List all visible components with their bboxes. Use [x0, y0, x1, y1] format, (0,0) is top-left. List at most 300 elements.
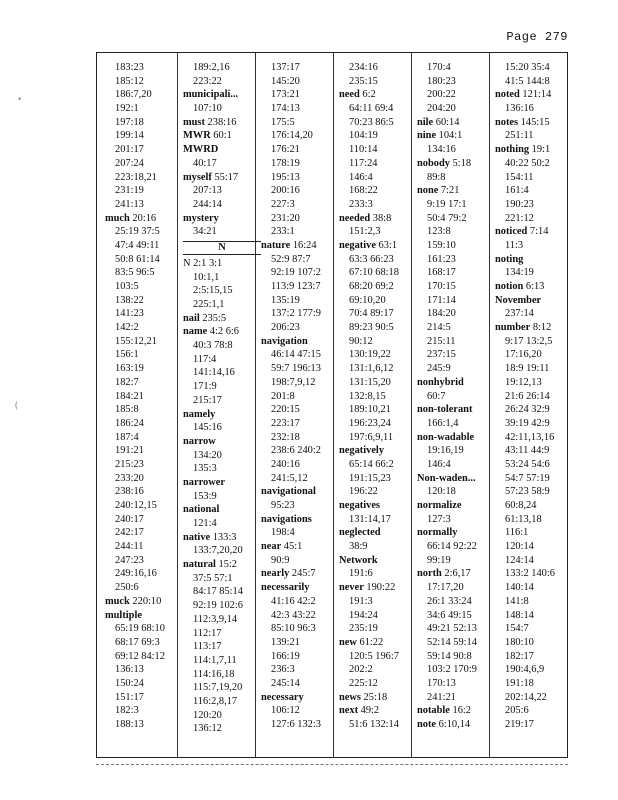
index-headword-entry [183, 325, 261, 339]
page-line-reference: 176:14,20 [271, 130, 313, 142]
headword: number [495, 322, 531, 334]
headword: negatives [339, 500, 380, 511]
headword: nobody [417, 157, 450, 169]
page-line-reference: 60:8,24 [505, 500, 537, 511]
page-line-reference: 159:10 [427, 239, 456, 251]
index-headword-entry [261, 691, 339, 705]
headword: north [417, 568, 442, 580]
page-line-reference: 6:10,14 [436, 719, 471, 730]
index-headword-entry [339, 554, 417, 568]
headword: nonhybrid [417, 376, 464, 388]
page-line-reference: 134:20 [193, 449, 222, 461]
page-line-reference: 50:8 61:14 [115, 253, 160, 265]
page-line-reference: 170:13 [427, 677, 456, 689]
page-line-reference: 17:17,20 [427, 582, 464, 594]
page-line-reference: 240:16 [271, 458, 300, 470]
index-headword-entry [417, 704, 495, 718]
index-headword-entry [495, 88, 573, 102]
page-line-reference: 7:14 [527, 226, 549, 238]
page-line-reference: 92:19 102:6 [193, 600, 243, 612]
page-line-reference: 45:1 [281, 541, 303, 553]
page-line-reference: 245:14 [271, 677, 300, 689]
page-line-reference: 116:2,8,17 [193, 695, 238, 707]
headword: navigation [261, 335, 308, 347]
headword: none [417, 185, 439, 197]
page-line-reference: 37:5 57:1 [193, 572, 233, 584]
headword: neglected [339, 527, 381, 539]
headword: muck [105, 595, 130, 607]
page-line-reference: 202:14,22 [505, 691, 547, 703]
page-line-reference: 69:10,20 [349, 294, 386, 306]
page-line-reference: 140:14 [505, 582, 534, 594]
page-line-reference: 187:4 [115, 431, 139, 443]
page-line-reference: 189:2,16 [193, 62, 230, 73]
headword: new [339, 636, 357, 648]
index-headword-entry [183, 408, 261, 422]
page-line-reference: 244:14 [193, 198, 222, 210]
headword: native [183, 531, 211, 543]
page-line-reference: 191:21 [115, 445, 144, 457]
page-line-reference: 19:1 [529, 144, 551, 156]
page-line-reference: 171:9 [193, 381, 217, 393]
page-line-reference: 25:19 37:5 [115, 226, 160, 238]
margin-mark: { [14, 400, 19, 410]
index-headword-entry [495, 280, 573, 294]
headword: necessarily [261, 582, 310, 594]
index-headword-entry [261, 540, 339, 554]
page-line-reference: 139:21 [271, 636, 300, 648]
page-line-reference: 233:20 [115, 472, 144, 484]
headword: multiple [105, 609, 142, 621]
page-line-reference: 89:23 90:5 [349, 322, 394, 334]
page-line-reference: 178:19 [271, 157, 300, 169]
index-headword-entry [417, 718, 495, 732]
page-line-reference: 112:3,9,14 [193, 613, 238, 625]
page-line-reference: 92:19 107:2 [271, 267, 321, 279]
page-line-reference: 2:5:15,15 [193, 285, 233, 297]
page-line-reference: 61:13,18 [505, 513, 542, 525]
headword: narrow [183, 435, 216, 447]
page-line-reference: 190:23 [505, 198, 534, 210]
page-line-reference: 198:4 [271, 527, 295, 539]
page-line-reference: 141:14,16 [193, 367, 235, 379]
headword: MWRD [183, 144, 219, 156]
page-line-reference: 117:24 [349, 157, 378, 169]
page-line-reference: 63:1 [375, 239, 398, 251]
page-line-reference: 138:22 [115, 294, 144, 306]
page-line-reference: 198:7,9,12 [271, 376, 316, 388]
headword: nail [183, 312, 200, 324]
page-line-reference: 227:3 [271, 198, 295, 210]
headword: noticed [495, 226, 528, 238]
page-line-reference: 131:1,6,12 [349, 363, 394, 375]
index-headword-entry [417, 129, 495, 143]
page-line-reference: 106:12 [271, 705, 300, 717]
index-column-2 [183, 61, 261, 736]
headword: notion [495, 281, 524, 292]
page-line-reference: 154:7 [505, 623, 529, 635]
index-headword-entry [495, 294, 573, 308]
page-number-header: Page 279 [506, 30, 568, 44]
page-line-reference: 220:10 [129, 595, 162, 607]
page-line-reference: 186:7,20 [115, 89, 152, 101]
page-line-reference: 232:18 [271, 431, 300, 443]
page-line-reference: 184:20 [427, 308, 456, 320]
page-line-reference: 2:6,17 [441, 568, 471, 580]
index-headword-entry [261, 239, 339, 253]
page-line-reference: 83:5 96:5 [115, 267, 155, 279]
page-line-reference: 42:3 43:22 [271, 609, 316, 621]
page-line-reference: 197:6,9,11 [349, 431, 394, 443]
page-line-reference: 133:3 [210, 531, 237, 543]
page-line-reference: 7:21 [438, 185, 460, 197]
page-line-reference: 41:16 42:2 [271, 595, 316, 607]
page-line-reference: 241:21 [427, 691, 456, 703]
page-line-reference: 192:1 [115, 103, 139, 115]
page-line-reference: 63:3 66:23 [349, 253, 394, 265]
index-headword-entry [183, 171, 261, 185]
page-line-reference: 174:13 [271, 103, 300, 115]
page-line-reference: 151:2,3 [349, 226, 381, 238]
page-line-reference: 95:23 [271, 500, 295, 511]
page-line-reference: 123:8 [427, 226, 451, 238]
page-line-reference: 59:7 196:13 [271, 363, 321, 375]
page-line-reference: 53:24 54:6 [505, 458, 550, 470]
page-line-reference: 133:2 140:6 [505, 568, 555, 580]
index-headword-entry [339, 526, 417, 540]
page-line-reference: 19:16,19 [427, 445, 464, 457]
page-line-reference: 112:17 [193, 627, 222, 639]
page-line-reference: 90:12 [349, 335, 373, 347]
page-line-reference: 202:2 [349, 664, 373, 676]
headword: municipali... [183, 89, 239, 101]
index-headword-entry [417, 472, 495, 486]
page-line-reference: 11:3 [505, 239, 524, 251]
page-line-reference: 191:18 [505, 677, 534, 689]
headword: natural [183, 559, 216, 571]
index-headword-entry [339, 239, 417, 253]
index-headword-entry [417, 157, 495, 171]
page-line-reference: 38:9 [349, 541, 368, 553]
page-line-reference: 136:16 [505, 103, 534, 115]
headword: namely [183, 408, 216, 420]
index-headword-entry [339, 212, 417, 226]
page-line-reference: 121:4 [193, 518, 217, 529]
index-headword-entry [495, 225, 573, 239]
page-line-reference: 161:23 [427, 253, 456, 265]
headword: noted [495, 89, 520, 101]
page-line-reference: 15:20 35:4 [505, 62, 550, 73]
index-headword-entry [261, 335, 339, 349]
page-line-reference: 240:12,15 [115, 500, 157, 511]
headword: myself [183, 171, 212, 183]
page-line-reference: 10:1,1 [193, 271, 220, 283]
page-line-reference: 166:19 [271, 650, 300, 662]
index-headword-entry [339, 704, 417, 718]
page-line-reference: 170:4 [427, 62, 451, 73]
page-line-reference: 107:10 [193, 103, 222, 115]
margin-mark: • [18, 94, 22, 104]
index-headword-entry [339, 88, 417, 102]
headword: nature [261, 239, 291, 251]
page-line-reference: 190:22 [363, 582, 396, 594]
page-line-reference: 70:23 86:5 [349, 116, 394, 128]
page-line-reference: 20:16 [129, 212, 157, 224]
page-line-reference: 9:19 17:1 [427, 198, 467, 210]
page-line-reference: 190:4,6,9 [505, 664, 545, 676]
page-line-reference: 195:13 [271, 171, 300, 183]
page-line-reference: 201:8 [271, 390, 295, 402]
index-headword-entry [105, 595, 183, 609]
page-line-reference: 188:13 [115, 719, 144, 730]
page-line-reference: 242:17 [115, 527, 144, 539]
page-line-reference: 135:19 [271, 294, 300, 306]
page-line-reference: 197:18 [115, 116, 144, 128]
page-line-reference: 52:9 87:7 [271, 253, 311, 265]
page-line-reference: 15:2 [215, 559, 237, 571]
page-line-reference: 180:10 [505, 636, 534, 648]
page-line-reference: 235:5 [199, 312, 227, 324]
page-line-reference: 131:15,20 [349, 376, 391, 388]
page-line-reference: 250:6 [115, 582, 139, 594]
page-line-reference: 182:3 [115, 705, 139, 717]
page-line-reference: 50:4 79:2 [427, 212, 467, 224]
page-line-reference: 249:16,16 [115, 568, 157, 580]
page-line-reference: 145:15 [518, 116, 550, 128]
page-line-reference: 182:7 [115, 376, 139, 388]
page-line-reference: 84:17 85:14 [193, 586, 243, 598]
page-line-reference: 57:23 58:9 [505, 486, 550, 498]
page-line-reference: 85:10 96:3 [271, 623, 316, 635]
page-line-reference: 183:23 [115, 62, 144, 73]
headword: must [183, 116, 205, 128]
page-line-reference: 191:3 [349, 595, 373, 607]
page-line-reference: 120:20 [193, 709, 222, 721]
index-headword-entry [183, 531, 261, 545]
page-line-reference: 231:20 [271, 212, 300, 224]
page-line-reference: 34:21 [193, 226, 217, 238]
page-line-reference: 235:19 [349, 623, 378, 635]
index-headword-entry [495, 116, 573, 130]
page-line-reference: 168:22 [349, 185, 378, 197]
headword: near [261, 541, 282, 553]
page-line-reference: 54:7 57:19 [505, 472, 550, 484]
index-table [96, 52, 568, 758]
headword: national [183, 504, 220, 516]
page-line-reference: N 2:1 3:1 [183, 257, 223, 269]
page-line-reference: 199:14 [115, 130, 144, 142]
index-column-6 [495, 61, 573, 732]
page-line-reference: 245:7 [289, 568, 316, 580]
headword: negative [339, 239, 376, 251]
page-line-reference: 127:3 [427, 513, 451, 525]
page-line-reference: 130:19,22 [349, 349, 391, 361]
headword: negatively [339, 445, 385, 457]
page-line-reference: 136:12 [193, 723, 222, 735]
page-line-reference: 215:11 [427, 335, 456, 347]
page-line-reference: 207:24 [115, 157, 144, 169]
page-line-reference: 115:7,19,20 [193, 682, 243, 694]
index-headword-entry [105, 609, 183, 623]
page-line-reference: 201:17 [115, 144, 144, 156]
page-line-reference: 238:16 [204, 116, 237, 128]
index-headword-entry [339, 581, 417, 595]
page-line-reference: 182:17 [505, 650, 534, 662]
page-line-reference: 168:17 [427, 267, 456, 279]
index-headword-entry [183, 503, 261, 517]
page-line-reference: 251:11 [505, 130, 534, 142]
index-headword-entry [183, 476, 261, 490]
page-line-reference: 236:3 [271, 664, 295, 676]
page-line-reference: 233:3 [349, 198, 373, 210]
index-column-3 [261, 61, 339, 732]
index-headword-entry [261, 567, 339, 581]
page-line-reference: 67:10 68:18 [349, 267, 399, 279]
page-line-reference: 114:1,7,11 [193, 654, 237, 666]
letter-heading: N [183, 241, 261, 255]
page-line-reference: 170:15 [427, 281, 456, 292]
page-line-reference: 137:2 177:9 [271, 308, 321, 320]
page-line-reference: 66:14 92:22 [427, 541, 477, 553]
index-headword-entry [183, 129, 261, 143]
index-headword-entry [417, 376, 495, 390]
headword: Non-waden... [417, 472, 476, 484]
page-line-reference: 16:2 [449, 705, 471, 717]
index-headword-entry [105, 212, 183, 226]
headword: normally [417, 527, 458, 539]
page-line-reference: 99:19 [427, 554, 451, 566]
page-line-reference: 238:16 [115, 486, 144, 498]
page-line-reference: 6:2 [359, 89, 376, 101]
page-line-reference: 200:16 [271, 185, 300, 197]
page-line-reference: 200:22 [427, 89, 456, 101]
page-line-reference: 145:20 [271, 75, 300, 87]
headword: mystery [183, 212, 219, 224]
page-line-reference: 156:1 [115, 349, 139, 361]
page-line-reference: 65:14 66:2 [349, 458, 394, 470]
page-line-reference: 189:10,21 [349, 404, 391, 416]
page-line-reference: 43:11 44:9 [505, 445, 550, 457]
page-line-reference: 237:14 [505, 308, 534, 320]
index-headword-entry [183, 116, 261, 130]
page-line-reference: 191:15,23 [349, 472, 391, 484]
page-line-reference: 175:5 [271, 116, 295, 128]
page-line-reference: 205:6 [505, 705, 529, 717]
index-headword-entry [183, 435, 261, 449]
index-headword-entry [183, 558, 261, 572]
page-line-reference: 225:12 [349, 677, 378, 689]
headword: nearly [261, 568, 290, 580]
index-headword-entry [261, 581, 339, 595]
page-line-reference: 40:22 50:2 [505, 157, 550, 169]
footer-rule [96, 764, 568, 765]
page-line-reference: 207:13 [193, 185, 222, 197]
headword: narrower [183, 476, 225, 488]
page-line-reference: 166:1,4 [427, 417, 459, 429]
page-line-reference: 69:12 84:12 [115, 650, 165, 662]
page-line-reference: 120:5 196:7 [349, 650, 399, 662]
headword: Network [339, 554, 378, 566]
index-headword-entry [417, 116, 495, 130]
headword: noting [495, 253, 524, 265]
headword: November [495, 294, 542, 306]
page-line-reference: 68:17 69:3 [115, 636, 160, 648]
page-line-reference: 21:6 26:14 [505, 390, 550, 402]
headword: name [183, 326, 208, 338]
headword: navigations [261, 513, 312, 525]
page-line-reference: 247:23 [115, 554, 144, 566]
page-line-reference: 120:14 [505, 541, 534, 553]
page-line-reference: 55:17 [211, 171, 239, 183]
headword: normalize [417, 500, 462, 511]
page-line-reference: 116:1 [505, 527, 529, 539]
page-line-reference: 221:12 [505, 212, 534, 224]
page-line-reference: 148:14 [505, 609, 534, 621]
page-line-reference: 18:9 19:11 [505, 363, 550, 375]
page-line-reference: 65:19 68:10 [115, 623, 165, 635]
index-headword-entry [339, 636, 417, 650]
page-line-reference: 220:15 [271, 404, 300, 416]
page-line-reference: 171:14 [427, 294, 456, 306]
page-line-reference: 134:16 [427, 144, 456, 156]
page-line-reference: 8:12 [530, 322, 552, 334]
page-line-reference: 141:23 [115, 308, 144, 320]
headword: non-tolerant [417, 404, 473, 416]
index-headword-entry [495, 143, 573, 157]
page-line-reference: 60:7 [427, 390, 446, 402]
headword: never [339, 582, 364, 594]
page-line-reference: 136:13 [115, 664, 144, 676]
page-line-reference: 104:1 [436, 130, 463, 142]
headword: non-wadable [417, 431, 475, 443]
page-line-reference: 214:5 [427, 322, 451, 334]
page-line-reference: 103:5 [115, 281, 139, 292]
page-line-reference: 70:4 89:17 [349, 308, 394, 320]
index-headword-entry [183, 143, 261, 157]
page-line-reference: 40:17 [193, 157, 217, 169]
page-line-reference: 141:8 [505, 595, 529, 607]
page-line-reference: 6:13 [523, 281, 545, 292]
headword: nine [417, 130, 437, 142]
page-line-reference: 223:17 [271, 417, 300, 429]
headword: necessary [261, 691, 304, 703]
page-line-reference: 244:11 [115, 541, 144, 553]
page-line-reference: 142:2 [115, 322, 139, 334]
page-line-reference: 146:4 [349, 171, 373, 183]
page-line-reference: 46:14 47:15 [271, 349, 321, 361]
page-line-reference: 245:9 [427, 363, 451, 375]
page-line-reference: 60:1 [210, 130, 232, 142]
page-line-reference: 191:6 [349, 568, 373, 580]
page-line-reference: 223:18,21 [115, 171, 157, 183]
page-line-reference: 47:4 49:11 [115, 239, 160, 251]
page-line-reference: 184:21 [115, 390, 144, 402]
index-column-4 [339, 61, 417, 732]
page-line-reference: 49:2 [358, 705, 380, 717]
page-line-reference: 241:13 [115, 198, 144, 210]
index-column-5 [417, 61, 495, 732]
page-line-reference: 59:14 90:8 [427, 650, 472, 662]
index-headword-entry [417, 526, 495, 540]
index-headword-entry [183, 212, 261, 226]
page-line-reference: 52:14 59:14 [427, 636, 477, 648]
page-line-reference: 185:8 [115, 404, 139, 416]
page-line-reference: 16:24 [290, 239, 317, 251]
page-line-reference: 180:23 [427, 75, 456, 87]
page-line-reference: 17:16,20 [505, 349, 542, 361]
page-line-reference: 225:1,1 [193, 299, 225, 310]
page-line-reference: 131:14,17 [349, 513, 391, 525]
